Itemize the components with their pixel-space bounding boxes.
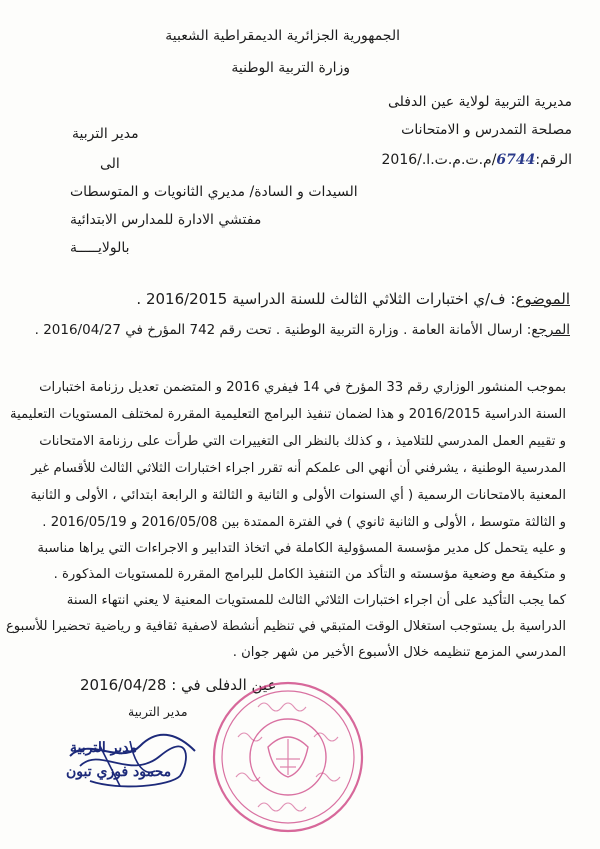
service-name: مصلحة التمدرس و الامتحانات xyxy=(401,122,572,138)
body-line-10: الدراسية بل يستوجب استغلال الوقت المتبقي في تنظيم أنشطة لاصفية ثقافية و رياضية تحضيرا للأسبوع xyxy=(5,619,566,634)
reference-line xyxy=(35,322,570,338)
closing-title: مدير التربية xyxy=(128,704,188,719)
place-date: عين الدفلى في : 2016/04/28 xyxy=(80,676,277,694)
body-line-9: كما يجب التأكيد على أن اجراء اختبارات الثلاثي الثالث للمستويات المعنية لا يعني انتهاء السنة xyxy=(66,593,566,608)
recipients-line-1: السيدات و السادة/ مديري الثانويات و المتوسطات xyxy=(70,184,358,200)
body-line-2: السنة الدراسية 2016/2015 و هذا لضمان تنفيذ البرامج التعليمية المقررة لمختلف المستويات التعليمية xyxy=(10,407,566,422)
signature-name: محمود فوزي تبون xyxy=(66,764,172,780)
body-line-8: و متكيفة مع وضعية مؤسسته و التأكد من التنفيذ الكامل للبرامج المقررة للمستويات المذكورة . xyxy=(53,567,566,582)
official-stamp xyxy=(208,677,368,837)
subject-line xyxy=(136,290,570,308)
sender-title: مدير التربية xyxy=(72,126,139,142)
directorate-name: مديرية التربية لولاية عين الدفلى xyxy=(387,94,572,110)
republic-title: الجمهورية الجزائرية الديمقراطية الشعبية xyxy=(165,28,400,44)
to-word: الى xyxy=(100,156,120,172)
body-line-7: و عليه يتحمل كل مدير مؤسسة المسؤولية الكاملة في اتخاذ التدابير و الاجراءات التي يراها مناسبة xyxy=(37,541,566,556)
subject-label: الموضوع xyxy=(515,290,570,308)
ministry-title: وزارة التربية الوطنية xyxy=(231,60,350,76)
signature-title: مدير التربية xyxy=(70,740,138,756)
reference-text: : ارسال الأمانة العامة . وزارة التربية الوطنية . تحت رقم 742 المؤرخ في 2016/04/27 . xyxy=(34,322,532,338)
body-line-11: المدرسي المزمع تنظيمه خلال الأسبوع الأخير من شهر جوان . xyxy=(232,645,566,660)
reference-label-word: المرجع xyxy=(531,322,570,338)
subject-text: : ف/ي اختبارات الثلاثي الثالث للسنة الدراسية 2016/2015 . xyxy=(136,290,516,308)
handwritten-number: 6744 xyxy=(496,152,536,168)
body-line-3: و تقييم العمل المدرسي للتلاميذ ، و كذلك بالنظر الى التغييرات التي طرأت على رزنامة الامتحانات xyxy=(39,434,566,449)
recipients-line-3: بالولايـــــة xyxy=(70,240,130,256)
reference-label: الرقم: xyxy=(535,152,572,168)
body-line-4: المدرسية الوطنية ، يشرفني أن أنهي الى علمكم أنه تقرر اجراء اختبارات الثلاثي الثالث للأقسام غير xyxy=(31,461,566,476)
body-line-1: بموجب المنشور الوزاري رقم 33 المؤرخ في 14 فيفري 2016 و المتضمن تعديل رزنامة اختبارات xyxy=(39,380,566,395)
body-line-5: المعنية بالامتحانات الرسمية ( أي السنوات الأولى و الثانية و الثالثة و الرابعة ابتدائي ، الأولى و الثانية xyxy=(30,488,566,503)
recipients-line-2: مفتشي الادارة للمدارس الابتدائية xyxy=(70,212,262,228)
reference-number-line xyxy=(382,152,573,168)
reference-suffix: /م.ت.م.ت.ا./2016 xyxy=(381,152,497,168)
body-line-6: و الثالثة متوسط ، الأولى و الثانية ثانوي ) في الفترة الممتدة بين 2016/05/08 و 2016/05/19 . xyxy=(42,515,566,530)
